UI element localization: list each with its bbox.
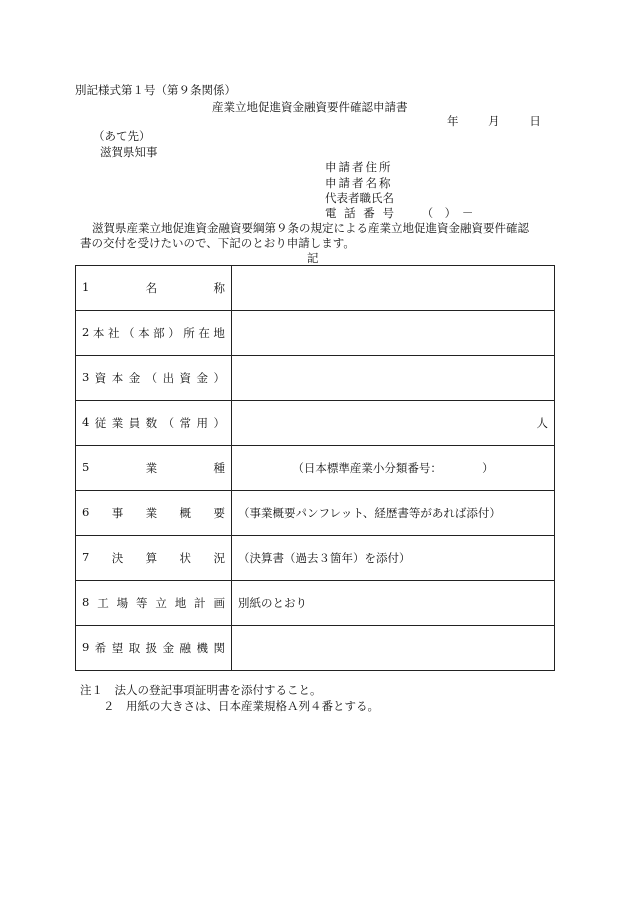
row-number: 1 xyxy=(82,280,90,294)
row-label-char: （ xyxy=(162,416,175,430)
ki-label: 記 xyxy=(307,251,319,265)
row-label-char: 金 xyxy=(162,641,175,655)
phone-line xyxy=(325,206,473,220)
row-label-char: 要 xyxy=(213,506,225,520)
row-label-char: 本 xyxy=(111,371,124,385)
phone-format: （ ） － xyxy=(421,206,474,220)
date-line xyxy=(447,114,567,128)
table-row xyxy=(76,446,555,491)
table-row xyxy=(76,311,555,356)
row-label-char: 種 xyxy=(213,461,225,475)
row-value[interactable]: （事業概要パンフレット、経歴書等があれば添付） xyxy=(232,491,555,536)
row-number: 6 xyxy=(82,505,90,519)
row-label-char: ） xyxy=(168,326,180,340)
addressee: 滋賀県知事 xyxy=(100,145,158,159)
table-row xyxy=(76,626,555,671)
row-value[interactable]: （日本標準産業小分類番号： ） xyxy=(232,446,555,491)
row-label-char: 算 xyxy=(145,551,158,565)
row-label-char: 資 xyxy=(179,371,192,385)
row-value[interactable]: 別紙のとおり xyxy=(232,581,555,626)
applicant-address-label: 申請者住所 xyxy=(325,160,393,174)
row-label xyxy=(76,401,232,446)
row-label-char: 部 xyxy=(153,326,165,340)
row-label-char: 画 xyxy=(213,596,225,610)
row-label-char: 立 xyxy=(155,596,167,610)
applicant-name-label: 申請者名称 xyxy=(325,176,393,190)
addressee-label: （あて先） xyxy=(93,129,151,143)
row-label xyxy=(76,536,232,581)
row-label-char: 員 xyxy=(128,416,141,430)
row-label-char: 概 xyxy=(179,506,192,520)
note-2: ２ 用紙の大きさは、日本産業規格Ａ列４番とする。 xyxy=(80,699,379,713)
row-label-char: 従 xyxy=(94,416,107,430)
row-label-char: 業 xyxy=(145,461,158,475)
row-label xyxy=(76,581,232,626)
row-number: 9 xyxy=(82,640,90,654)
row-label-char: 等 xyxy=(135,596,148,610)
row-label-char: （ xyxy=(123,326,135,340)
row-label-char: 社 xyxy=(107,326,120,340)
note-1: 注１ 法人の登記事項証明書を添付すること。 xyxy=(80,683,322,697)
table-row xyxy=(76,266,555,311)
row-number: 5 xyxy=(82,460,90,474)
row-label-char: 決 xyxy=(111,551,124,565)
body-text-line2: 書の交付を受けたいので、下記のとおり申請します。 xyxy=(80,236,355,250)
row-label-char: 数 xyxy=(145,416,158,430)
row-value[interactable] xyxy=(232,356,555,401)
row-label-char: 地 xyxy=(174,596,187,610)
row-label-char: 出 xyxy=(162,371,175,385)
row-value[interactable] xyxy=(232,311,555,356)
row-label-char: 況 xyxy=(213,551,225,565)
phone-label: 電 話 番 号 xyxy=(325,206,396,220)
table-row xyxy=(76,491,555,536)
application-table xyxy=(75,265,555,671)
representative-label: 代表者職氏名 xyxy=(325,191,394,205)
row-label xyxy=(76,491,232,536)
row-value[interactable]: 人 xyxy=(232,401,555,446)
row-label-char: 地 xyxy=(213,326,225,340)
row-label xyxy=(76,446,232,491)
row-value[interactable]: （決算書（過去３箇年）を添付） xyxy=(232,536,555,581)
row-value[interactable] xyxy=(232,266,555,311)
row-label-char: 資 xyxy=(94,371,107,385)
row-number: 4 xyxy=(82,415,90,429)
row-number: 7 xyxy=(82,550,90,564)
row-label xyxy=(76,311,232,356)
row-label-char: 用 xyxy=(196,416,208,430)
row-number: 3 xyxy=(82,370,90,384)
row-label xyxy=(76,356,232,401)
row-label-char: 計 xyxy=(194,596,206,610)
table-row xyxy=(76,536,555,581)
form-number: 別記様式第１号（第９条関係） xyxy=(75,83,236,97)
row-label-char: 称 xyxy=(213,281,225,295)
row-label-char: 取 xyxy=(128,641,141,655)
date-year: 年 xyxy=(447,114,459,128)
row-label xyxy=(76,626,232,671)
row-label-char: 融 xyxy=(179,641,192,655)
table-row xyxy=(76,356,555,401)
table-row xyxy=(76,581,555,626)
notes xyxy=(80,682,379,714)
row-label-char: ） xyxy=(213,371,225,385)
form-title: 産業立地促進資金融資要件確認申請書 xyxy=(212,100,408,114)
row-label-char: 場 xyxy=(116,596,129,610)
row-label-char: 金 xyxy=(128,371,141,385)
row-label-char: 本 xyxy=(92,326,105,340)
row-label-char: 業 xyxy=(145,506,158,520)
row-label-char: 所 xyxy=(183,326,195,340)
row-label-char: 望 xyxy=(111,641,124,655)
row-label-char: 工 xyxy=(97,596,109,610)
row-label xyxy=(76,266,232,311)
row-label-char: 扱 xyxy=(145,641,158,655)
body-text-line1: 滋賀県産業立地促進資金融資要綱第９条の規定による産業立地促進資金融資要件確認 xyxy=(92,221,529,235)
row-value[interactable] xyxy=(232,626,555,671)
row-label-char: 在 xyxy=(198,326,210,340)
row-label-char: 金 xyxy=(196,371,208,385)
table-row xyxy=(76,401,555,446)
row-label-char: 業 xyxy=(111,416,124,430)
row-number: 2 xyxy=(82,325,90,339)
row-label-char: 機 xyxy=(196,641,208,655)
row-label-char: 希 xyxy=(94,641,107,655)
row-label-char: 事 xyxy=(111,506,124,520)
row-label-char: 関 xyxy=(213,641,225,655)
row-label-char: 本 xyxy=(138,326,150,340)
date-day: 日 xyxy=(529,114,541,128)
row-label-char: 常 xyxy=(179,416,192,430)
row-label-char: 状 xyxy=(179,551,192,565)
row-label-char: （ xyxy=(145,371,158,385)
row-label-char: 名 xyxy=(145,281,158,295)
row-number: 8 xyxy=(82,595,90,609)
date-month: 月 xyxy=(488,114,500,128)
row-label-char: ） xyxy=(213,416,225,430)
